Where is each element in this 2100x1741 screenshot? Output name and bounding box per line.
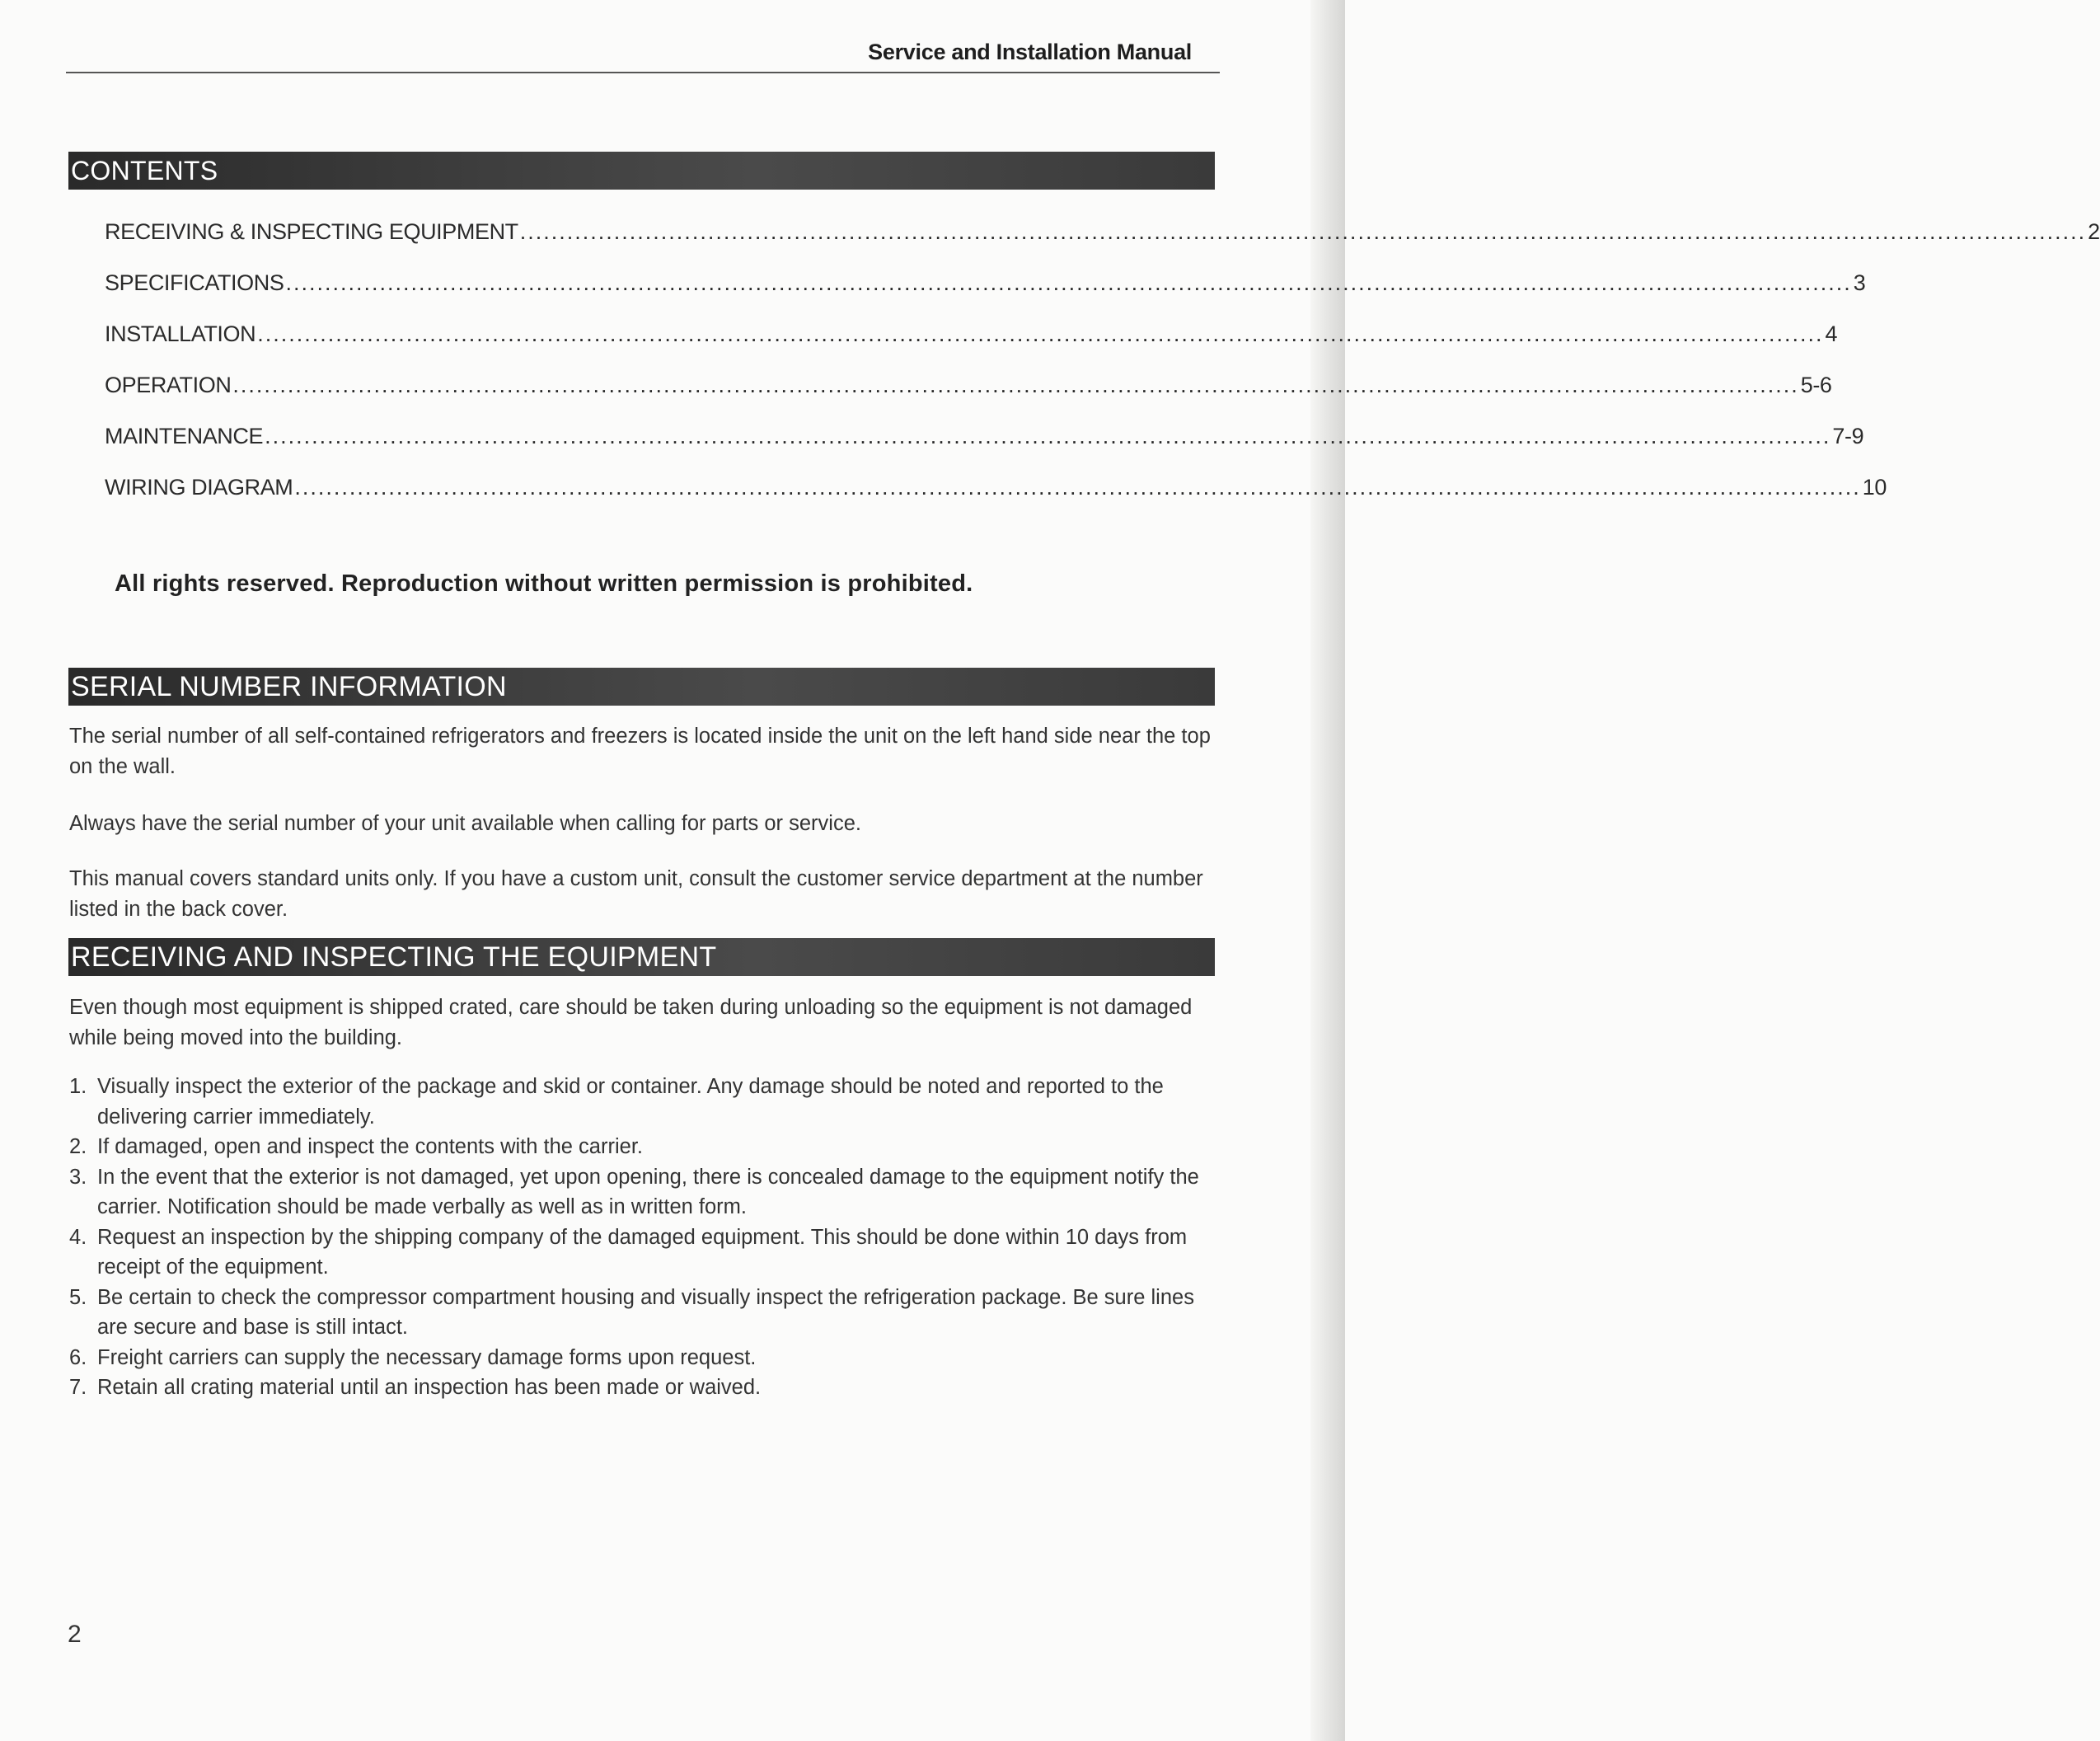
toc-entry-installation[interactable] bbox=[105, 321, 1838, 373]
toc-entry-label: SPECIFICATIONS bbox=[105, 270, 284, 295]
contents-heading: CONTENTS bbox=[68, 152, 1215, 190]
list-item bbox=[69, 1162, 1220, 1222]
toc-entry-specifications[interactable] bbox=[105, 270, 1866, 321]
page-edge-shadow bbox=[1310, 0, 1345, 1741]
receiving-heading: RECEIVING AND INSPECTING THE EQUIPMENT bbox=[68, 938, 1215, 976]
list-item bbox=[69, 1343, 1220, 1373]
step-number: 6. bbox=[69, 1345, 87, 1369]
inspection-steps-list bbox=[69, 1072, 1220, 1403]
toc-entry-page: 7-9 bbox=[1832, 424, 1864, 448]
toc-entry-wiring-diagram[interactable] bbox=[105, 475, 1887, 526]
list-item bbox=[69, 1072, 1220, 1132]
serial-number-heading: SERIAL NUMBER INFORMATION bbox=[68, 668, 1215, 706]
toc-leader-dots: ........................................................................................................................................................................................................ bbox=[265, 424, 1831, 448]
step-text: In the event that the exterior is not damaged, yet upon opening, there is concealed damage to the equipment notify the carrier. Notification should be made verbally as well as in written form. bbox=[97, 1165, 1199, 1218]
list-item bbox=[69, 1222, 1220, 1283]
page-number: 2 bbox=[68, 1621, 82, 1648]
toc-entry-label: MAINTENANCE bbox=[105, 424, 264, 448]
step-text: Visually inspect the exterior of the package and skid or container. Any damage should be noted and reported to the delivering carrier immediately. bbox=[97, 1075, 1164, 1129]
step-number: 7. bbox=[69, 1376, 87, 1399]
step-text: Be certain to check the compressor compartment housing and visually inspect the refrigeration package. Be sure lines are secure and base is still intact. bbox=[97, 1285, 1194, 1339]
rights-notice: All rights reserved. Reproduction without written permission is prohibited. bbox=[115, 570, 973, 597]
toc-leader-dots: ........................................................................................................................................................................................................ bbox=[285, 270, 1852, 295]
toc-entry-page: 3 bbox=[1853, 270, 1866, 295]
toc-leader-dots: ........................................................................................................................................................................................................ bbox=[232, 373, 1799, 397]
header-title: Service and Installation Manual bbox=[868, 40, 1192, 64]
toc-entry-label: WIRING DIAGRAM bbox=[105, 475, 293, 500]
toc-entry-page: 4 bbox=[1825, 321, 1838, 346]
header-rule bbox=[66, 72, 1220, 73]
step-text: Request an inspection by the shipping company of the damaged equipment. This should be done within 10 days from receipt of the equipment. bbox=[97, 1225, 1188, 1279]
list-item bbox=[69, 1132, 1220, 1162]
toc-entry-page: 10 bbox=[1862, 475, 1887, 500]
step-number: 1. bbox=[69, 1075, 87, 1098]
step-text: Retain all crating material until an inspection has been made or waived. bbox=[97, 1376, 762, 1399]
toc-entry-label: OPERATION bbox=[105, 373, 232, 397]
toc-entry-maintenance[interactable] bbox=[105, 424, 1864, 475]
serial-paragraph: Always have the serial number of your unit available when calling for parts or service. bbox=[69, 812, 861, 835]
toc-entry-operation[interactable] bbox=[105, 373, 1832, 424]
serial-paragraph: This manual covers standard units only. If you have a custom unit, consult the customer service department at the number listed in the back cover. bbox=[69, 867, 1203, 921]
step-number: 2. bbox=[69, 1135, 87, 1158]
toc-entry-receiving[interactable] bbox=[105, 219, 2100, 270]
step-text: If damaged, open and inspect the contents with the carrier. bbox=[97, 1135, 643, 1158]
receiving-intro: Even though most equipment is shipped crated, care should be taken during unloading so the equipment is not damaged while being moved into the building. bbox=[69, 996, 1193, 1049]
step-text: Freight carriers can supply the necessary damage forms upon request. bbox=[97, 1345, 757, 1369]
toc-entry-page: 5-6 bbox=[1800, 373, 1832, 397]
toc-entry-label: RECEIVING & INSPECTING EQUIPMENT bbox=[105, 219, 518, 244]
step-number: 4. bbox=[69, 1225, 87, 1249]
list-item bbox=[69, 1373, 1220, 1403]
step-number: 5. bbox=[69, 1285, 87, 1309]
toc-leader-dots: ........................................................................................................................................................................................................ bbox=[294, 475, 1861, 500]
serial-paragraph: The serial number of all self-contained refrigerators and freezers is located inside the unit on the left hand side near the top on the wall. bbox=[69, 725, 1211, 778]
step-number: 3. bbox=[69, 1165, 87, 1189]
toc-entry-page: 2 bbox=[2088, 219, 2100, 244]
toc-entry-label: INSTALLATION bbox=[105, 321, 256, 346]
toc-leader-dots: ........................................................................................................................................................................................................ bbox=[519, 219, 2087, 244]
toc-leader-dots: ........................................................................................................................................................................................................ bbox=[257, 321, 1824, 346]
list-item bbox=[69, 1283, 1220, 1343]
table-of-contents bbox=[105, 219, 2100, 526]
